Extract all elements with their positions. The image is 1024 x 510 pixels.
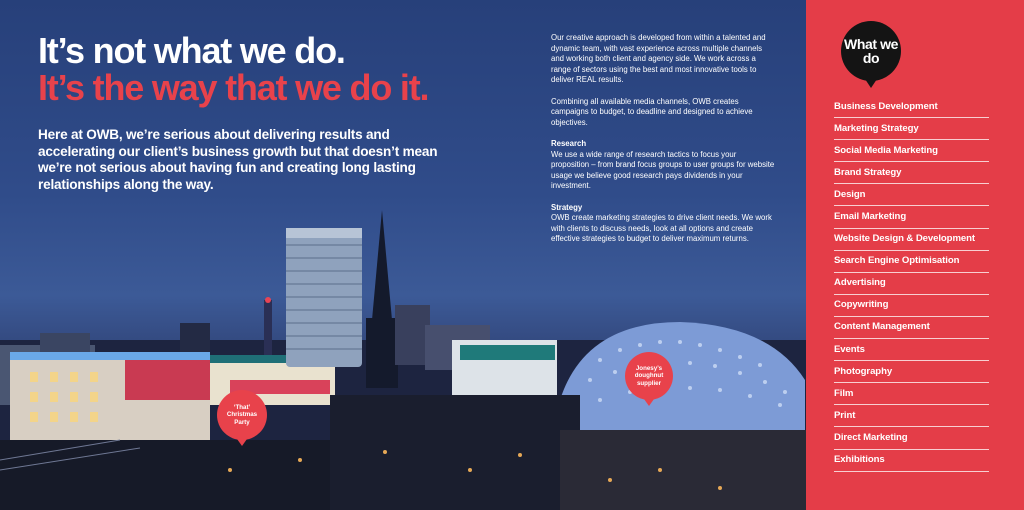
headline	[38, 32, 428, 106]
body-copy	[551, 33, 776, 255]
research-paragraph: We use a wide range of research tactics to focus your proposition – from brand focus groups to user groups for website usage we believe good research pays dividends in your investment.	[551, 149, 775, 191]
headline-line-2: It’s the way that we do it.	[38, 67, 429, 108]
intro-paragraph: Here at OWB, we’re serious about delivering results and accelerating our client’s business growth but that doesn’t mean we’re not serious about having fun and creating long lasting relationships along the way.	[38, 127, 438, 192]
research-heading: Research	[551, 138, 587, 148]
what-we-do-badge	[841, 21, 901, 81]
strategy-heading: Strategy	[551, 202, 583, 212]
service-item: Exhibitions	[834, 450, 989, 472]
service-item: Print	[834, 405, 989, 427]
approach-paragraph: Our creative approach is developed from within a talented and dynamic team, with vast experience across multiple channels and working both client and agency side. We work across a range of sectors using the best and most innovative tools to deliver REAL results.	[551, 33, 766, 85]
service-item: Direct Marketing	[834, 427, 989, 449]
service-item: Website Design & Development	[834, 229, 989, 251]
doughnut-supplier-label: Jonesy’s doughnut supplier	[634, 365, 664, 387]
service-item: Search Engine Optimisation	[834, 251, 989, 273]
services-list	[834, 96, 989, 472]
service-item: Social Media Marketing	[834, 140, 989, 162]
strategy-paragraph: OWB create marketing strategies to drive client needs. We work with clients to discuss needs, look at all options and create effective strategies to budget to deliver maximum returns.	[551, 213, 772, 244]
christmas-party-bubble	[217, 390, 267, 440]
service-item: Email Marketing	[834, 206, 989, 228]
service-item: Advertising	[834, 273, 989, 295]
service-item: Events	[834, 339, 989, 361]
service-item: Content Management	[834, 317, 989, 339]
service-item: Design	[834, 184, 989, 206]
service-item: Film	[834, 383, 989, 405]
service-item: Brand Strategy	[834, 162, 989, 184]
what-we-do-title: What we do	[844, 36, 898, 66]
service-item: Marketing Strategy	[834, 118, 989, 140]
service-item: Business Development	[834, 96, 989, 118]
headline-line-1: It’s not what we do.	[38, 30, 345, 71]
channels-paragraph: Combining all available media channels, OWB creates campaigns to budget, to deadline and designed to achieve objectives.	[551, 96, 753, 127]
what-we-do-panel	[806, 0, 1024, 510]
christmas-party-label: ‘That’ Christmas Party	[226, 404, 258, 426]
service-item: Photography	[834, 361, 989, 383]
doughnut-supplier-bubble	[625, 352, 673, 400]
service-item: Copywriting	[834, 295, 989, 317]
